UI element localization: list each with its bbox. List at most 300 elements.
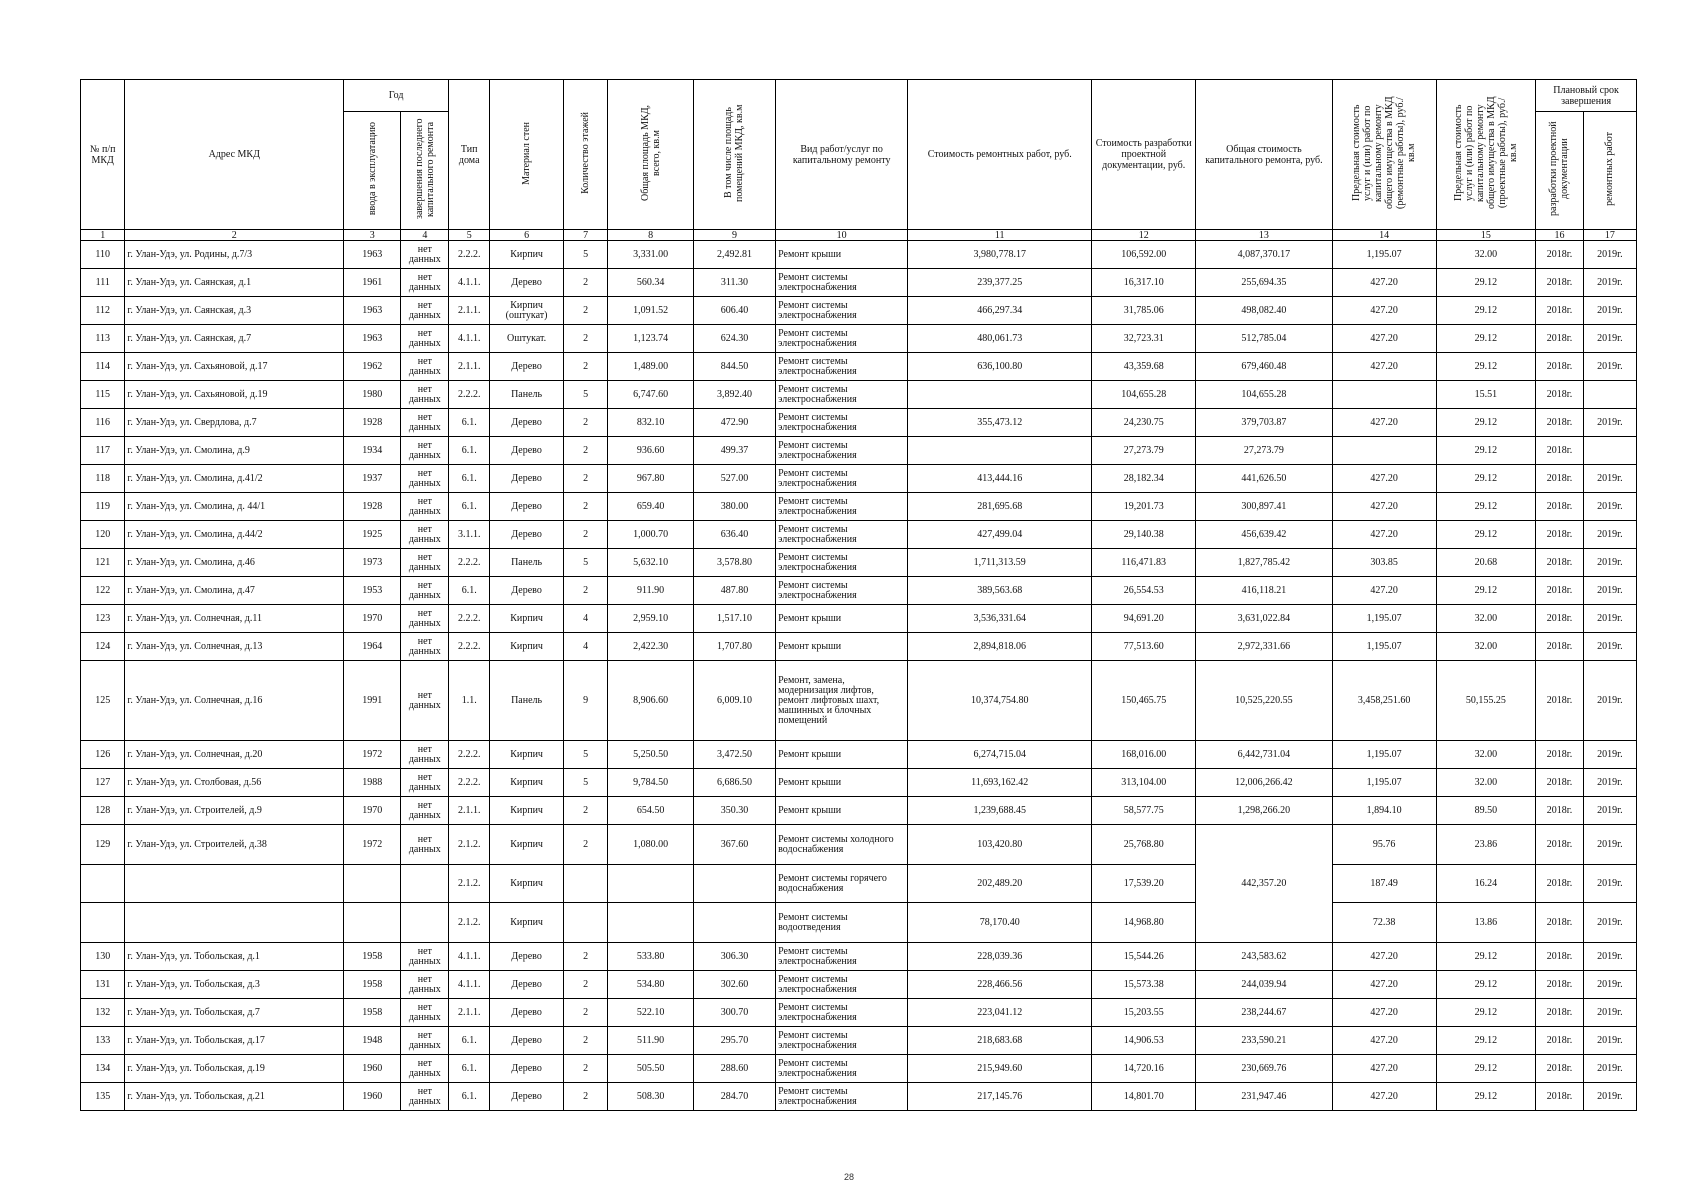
cell-repair-cost: 218,683.68 <box>908 1027 1092 1055</box>
cell-work-type: Ремонт крыши <box>776 769 908 797</box>
cell-house-type: 2.1.1. <box>449 999 490 1027</box>
cell-design-cost: 58,577.75 <box>1092 797 1196 825</box>
cell-repair-cost: 239,377.25 <box>908 269 1092 297</box>
cell-deadline-design: 2018г. <box>1536 1027 1584 1055</box>
cell-total-cost: 244,039.94 <box>1196 971 1332 999</box>
cell-num: 128 <box>81 797 125 825</box>
cell-limit-design: 32.00 <box>1436 769 1536 797</box>
cell-num: 130 <box>81 943 125 971</box>
cell-num: 120 <box>81 521 125 549</box>
cell-work-type: Ремонт системы электроснабжения <box>776 297 908 325</box>
cell-design-cost: 94,691.20 <box>1092 605 1196 633</box>
column-number: 6 <box>490 230 564 241</box>
cell-design-cost: 14,720.16 <box>1092 1055 1196 1083</box>
cell-total-area <box>608 865 694 903</box>
cell-deadline-repair <box>1583 437 1636 465</box>
cell-year-commission: 1970 <box>344 605 401 633</box>
header-deadline-repair <box>1583 112 1636 230</box>
cell-premises-area: 487.80 <box>693 577 775 605</box>
cell-deadline-design: 2018г. <box>1536 903 1584 943</box>
cell-deadline-repair: 2019г. <box>1583 661 1636 741</box>
cell-total-cost: 6,442,731.04 <box>1196 741 1332 769</box>
cell-work-type: Ремонт системы электроснабжения <box>776 577 908 605</box>
cell-num: 134 <box>81 1055 125 1083</box>
cell-year-commission: 1937 <box>344 465 401 493</box>
cell-year-last-repair: нет данных <box>401 269 449 297</box>
cell-wall-material: Оштукат. <box>490 325 564 353</box>
cell-deadline-design: 2018г. <box>1536 661 1584 741</box>
cell-year-last-repair: нет данных <box>401 769 449 797</box>
cell-work-type: Ремонт системы электроснабжения <box>776 493 908 521</box>
cell-wall-material: Панель <box>490 381 564 409</box>
cell-limit-design: 29.12 <box>1436 409 1536 437</box>
cell-premises-area: 527.00 <box>693 465 775 493</box>
cell-deadline-repair: 2019г. <box>1583 269 1636 297</box>
header-address: Адрес МКД <box>125 80 344 230</box>
cell-address: г. Улан-Удэ, ул. Смолина, д.9 <box>125 437 344 465</box>
cell-year-last-repair: нет данных <box>401 409 449 437</box>
table-row <box>81 605 1637 633</box>
cell-year-last-repair: нет данных <box>401 971 449 999</box>
cell-design-cost: 106,592.00 <box>1092 241 1196 269</box>
table-row <box>81 741 1637 769</box>
cell-design-cost: 16,317.10 <box>1092 269 1196 297</box>
cell-total-area: 1,000.70 <box>608 521 694 549</box>
cell-premises-area: 284.70 <box>693 1083 775 1111</box>
cell-num: 114 <box>81 353 125 381</box>
cell-premises-area: 499.37 <box>693 437 775 465</box>
table-row <box>81 971 1637 999</box>
table-row <box>81 241 1637 269</box>
cell-house-type: 6.1. <box>449 409 490 437</box>
cell-address: г. Улан-Удэ, ул. Тобольская, д.3 <box>125 971 344 999</box>
cell-limit-design: 29.12 <box>1436 943 1536 971</box>
cell-design-cost: 104,655.28 <box>1092 381 1196 409</box>
cell-deadline-design: 2018г. <box>1536 409 1584 437</box>
cell-total-cost: 255,694.35 <box>1196 269 1332 297</box>
header-year-group: Год <box>344 80 449 112</box>
cell-limit-repair: 427.20 <box>1332 1083 1436 1111</box>
cell-deadline-design: 2018г. <box>1536 1055 1584 1083</box>
cell-work-type: Ремонт системы горячего водоснабжения <box>776 865 908 903</box>
cell-limit-repair: 303.85 <box>1332 549 1436 577</box>
cell-year-commission: 1963 <box>344 325 401 353</box>
cell-num: 133 <box>81 1027 125 1055</box>
cell-year-last-repair: нет данных <box>401 1027 449 1055</box>
table-row <box>81 661 1637 741</box>
cell-limit-design: 13.86 <box>1436 903 1536 943</box>
header-deadline-design <box>1536 112 1584 230</box>
cell-repair-cost <box>908 437 1092 465</box>
cell-deadline-repair: 2019г. <box>1583 297 1636 325</box>
cell-work-type: Ремонт системы электроснабжения <box>776 465 908 493</box>
cell-num: 135 <box>81 1083 125 1111</box>
cell-deadline-repair: 2019г. <box>1583 241 1636 269</box>
cell-design-cost: 32,723.31 <box>1092 325 1196 353</box>
cell-year-commission: 1958 <box>344 999 401 1027</box>
cell-premises-area: 2,492.81 <box>693 241 775 269</box>
cell-limit-design: 32.00 <box>1436 741 1536 769</box>
cell-num <box>81 903 125 943</box>
table-row <box>81 381 1637 409</box>
cell-deadline-repair: 2019г. <box>1583 605 1636 633</box>
cell-wall-material: Дерево <box>490 493 564 521</box>
cell-work-type: Ремонт крыши <box>776 741 908 769</box>
column-number: 5 <box>449 230 490 241</box>
cell-total-cost: 238,244.67 <box>1196 999 1332 1027</box>
cell-total-area: 2,959.10 <box>608 605 694 633</box>
table-row <box>81 353 1637 381</box>
header-year-last-repair <box>401 112 449 230</box>
column-number: 17 <box>1583 230 1636 241</box>
cell-num: 123 <box>81 605 125 633</box>
cell-num: 111 <box>81 269 125 297</box>
cell-premises-area: 306.30 <box>693 943 775 971</box>
header-wall-material <box>490 80 564 230</box>
header-limit-design <box>1436 80 1536 230</box>
cell-repair-cost: 355,473.12 <box>908 409 1092 437</box>
cell-work-type: Ремонт системы электроснабжения <box>776 353 908 381</box>
cell-limit-repair <box>1332 437 1436 465</box>
cell-address: г. Улан-Удэ, ул. Солнечная, д.13 <box>125 633 344 661</box>
cell-deadline-design: 2018г. <box>1536 865 1584 903</box>
cell-year-last-repair: нет данных <box>401 605 449 633</box>
cell-year-last-repair: нет данных <box>401 521 449 549</box>
cell-total-cost: 679,460.48 <box>1196 353 1332 381</box>
cell-floors: 2 <box>563 577 607 605</box>
table-row <box>81 437 1637 465</box>
cell-deadline-repair: 2019г. <box>1583 769 1636 797</box>
cell-house-type: 6.1. <box>449 437 490 465</box>
cell-premises-area: 1,517.10 <box>693 605 775 633</box>
header-deadline-design-text: разработки проектной документации <box>1548 121 1571 217</box>
cell-floors: 2 <box>563 999 607 1027</box>
cell-year-commission: 1960 <box>344 1055 401 1083</box>
column-number: 4 <box>401 230 449 241</box>
cell-limit-design: 29.12 <box>1436 999 1536 1027</box>
table-row <box>81 493 1637 521</box>
cell-total-area: 832.10 <box>608 409 694 437</box>
header-num: № п/п МКД <box>81 80 125 230</box>
cell-num: 113 <box>81 325 125 353</box>
cell-deadline-design: 2018г. <box>1536 825 1584 865</box>
cell-deadline-repair <box>1583 381 1636 409</box>
cell-premises-area: 606.40 <box>693 297 775 325</box>
cell-year-commission: 1963 <box>344 241 401 269</box>
cell-year-commission: 1991 <box>344 661 401 741</box>
column-number-row <box>81 230 1637 241</box>
cell-total-cost: 442,357.20 <box>1196 825 1332 943</box>
cell-total-cost: 3,631,022.84 <box>1196 605 1332 633</box>
cell-address: г. Улан-Удэ, ул. Тобольская, д.19 <box>125 1055 344 1083</box>
cell-year-commission: 1972 <box>344 741 401 769</box>
cell-total-area <box>608 903 694 943</box>
cell-wall-material: Дерево <box>490 1055 564 1083</box>
cell-repair-cost: 103,420.80 <box>908 825 1092 865</box>
cell-design-cost: 168,016.00 <box>1092 741 1196 769</box>
cell-wall-material: Кирпич <box>490 903 564 943</box>
cell-limit-repair: 72.38 <box>1332 903 1436 943</box>
column-number: 12 <box>1092 230 1196 241</box>
cell-floors: 2 <box>563 1055 607 1083</box>
cell-year-commission: 1972 <box>344 825 401 865</box>
header-limit-repair <box>1332 80 1436 230</box>
cell-limit-design: 29.12 <box>1436 297 1536 325</box>
cell-house-type: 2.1.1. <box>449 797 490 825</box>
cell-repair-cost: 11,693,162.42 <box>908 769 1092 797</box>
cell-limit-repair: 1,195.07 <box>1332 741 1436 769</box>
cell-limit-repair: 427.20 <box>1332 493 1436 521</box>
cell-limit-repair: 427.20 <box>1332 577 1436 605</box>
cell-year-commission: 1980 <box>344 381 401 409</box>
cell-design-cost: 15,573.38 <box>1092 971 1196 999</box>
cell-floors: 2 <box>563 465 607 493</box>
cell-limit-repair: 427.20 <box>1332 297 1436 325</box>
cell-total-area: 936.60 <box>608 437 694 465</box>
cell-repair-cost: 202,489.20 <box>908 865 1092 903</box>
cell-deadline-design: 2018г. <box>1536 353 1584 381</box>
cell-deadline-repair: 2019г. <box>1583 943 1636 971</box>
table-row <box>81 297 1637 325</box>
cell-floors: 2 <box>563 437 607 465</box>
cell-limit-design: 32.00 <box>1436 633 1536 661</box>
cell-num: 119 <box>81 493 125 521</box>
cell-total-cost: 104,655.28 <box>1196 381 1332 409</box>
cell-deadline-repair: 2019г. <box>1583 903 1636 943</box>
cell-year-last-repair: нет данных <box>401 943 449 971</box>
cell-total-area: 3,331.00 <box>608 241 694 269</box>
cell-deadline-repair: 2019г. <box>1583 971 1636 999</box>
cell-house-type: 2.1.2. <box>449 903 490 943</box>
cell-repair-cost: 427,499.04 <box>908 521 1092 549</box>
cell-house-type: 6.1. <box>449 465 490 493</box>
cell-year-last-repair: нет данных <box>401 325 449 353</box>
cell-floors: 5 <box>563 241 607 269</box>
header-limit-design-text: Предельная стоимость услуг и (или) работ по капитальному ремонту общего имущества в МКД (проектные работы), руб./кв.м <box>1452 96 1519 210</box>
cell-limit-repair: 427.20 <box>1332 465 1436 493</box>
cell-year-commission: 1962 <box>344 353 401 381</box>
cell-limit-repair: 187.49 <box>1332 865 1436 903</box>
cell-house-type: 2.2.2. <box>449 605 490 633</box>
cell-limit-design: 29.12 <box>1436 493 1536 521</box>
cell-year-commission: 1963 <box>344 297 401 325</box>
cell-total-cost: 4,087,370.17 <box>1196 241 1332 269</box>
cell-premises-area: 350.30 <box>693 797 775 825</box>
cell-design-cost: 27,273.79 <box>1092 437 1196 465</box>
cell-deadline-repair: 2019г. <box>1583 1055 1636 1083</box>
cell-house-type: 6.1. <box>449 493 490 521</box>
cell-work-type: Ремонт системы электроснабжения <box>776 1055 908 1083</box>
cell-work-type: Ремонт системы электроснабжения <box>776 437 908 465</box>
cell-house-type: 3.1.1. <box>449 521 490 549</box>
cell-num: 126 <box>81 741 125 769</box>
cell-limit-design: 29.12 <box>1436 577 1536 605</box>
cell-year-last-repair: нет данных <box>401 797 449 825</box>
cell-floors: 2 <box>563 353 607 381</box>
cell-limit-design: 29.12 <box>1436 1083 1536 1111</box>
cell-year-last-repair: нет данных <box>401 1055 449 1083</box>
cell-house-type: 2.1.1. <box>449 297 490 325</box>
cell-year-commission: 1988 <box>344 769 401 797</box>
cell-repair-cost: 6,274,715.04 <box>908 741 1092 769</box>
cell-year-last-repair: нет данных <box>401 825 449 865</box>
cell-deadline-design: 2018г. <box>1536 769 1584 797</box>
cell-address: г. Улан-Удэ, ул. Смолина, д.41/2 <box>125 465 344 493</box>
cell-deadline-repair: 2019г. <box>1583 577 1636 605</box>
cell-work-type: Ремонт системы водоотведения <box>776 903 908 943</box>
cell-premises-area: 367.60 <box>693 825 775 865</box>
cell-limit-design: 89.50 <box>1436 797 1536 825</box>
table-row <box>81 797 1637 825</box>
cell-total-cost: 243,583.62 <box>1196 943 1332 971</box>
cell-total-cost: 512,785.04 <box>1196 325 1332 353</box>
cell-premises-area: 288.60 <box>693 1055 775 1083</box>
cell-premises-area: 300.70 <box>693 999 775 1027</box>
cell-total-area: 659.40 <box>608 493 694 521</box>
cell-year-last-repair: нет данных <box>401 661 449 741</box>
cell-wall-material: Кирпич <box>490 865 564 903</box>
cell-work-type: Ремонт системы электроснабжения <box>776 971 908 999</box>
cell-limit-repair: 427.20 <box>1332 353 1436 381</box>
cell-house-type: 1.1. <box>449 661 490 741</box>
cell-deadline-repair: 2019г. <box>1583 549 1636 577</box>
cell-deadline-repair: 2019г. <box>1583 865 1636 903</box>
cell-address: г. Улан-Удэ, ул. Солнечная, д.11 <box>125 605 344 633</box>
cell-floors: 2 <box>563 493 607 521</box>
cell-num: 125 <box>81 661 125 741</box>
cell-work-type: Ремонт крыши <box>776 797 908 825</box>
cell-year-last-repair: нет данных <box>401 741 449 769</box>
cell-work-type: Ремонт системы электроснабжения <box>776 409 908 437</box>
cell-num: 115 <box>81 381 125 409</box>
cell-limit-design: 32.00 <box>1436 241 1536 269</box>
cell-floors: 5 <box>563 381 607 409</box>
cell-deadline-repair: 2019г. <box>1583 825 1636 865</box>
cell-wall-material: Дерево <box>490 943 564 971</box>
cell-house-type: 2.1.2. <box>449 865 490 903</box>
cell-year-commission: 1925 <box>344 521 401 549</box>
cell-deadline-design: 2018г. <box>1536 465 1584 493</box>
table-row <box>81 521 1637 549</box>
cell-floors: 2 <box>563 521 607 549</box>
cell-address: г. Улан-Удэ, ул. Смолина, д.44/2 <box>125 521 344 549</box>
cell-address: г. Улан-Удэ, ул. Саянская, д.7 <box>125 325 344 353</box>
cell-address: г. Улан-Удэ, ул. Солнечная, д.16 <box>125 661 344 741</box>
cell-floors: 2 <box>563 943 607 971</box>
cell-floors: 5 <box>563 769 607 797</box>
cell-year-last-repair <box>401 865 449 903</box>
cell-year-commission <box>344 903 401 943</box>
cell-wall-material: Кирпич <box>490 769 564 797</box>
cell-total-area: 1,091.52 <box>608 297 694 325</box>
cell-floors: 5 <box>563 549 607 577</box>
cell-year-commission: 1928 <box>344 493 401 521</box>
header-total-cost: Общая стоимость капитального ремонта, руб. <box>1196 80 1332 230</box>
cell-floors: 2 <box>563 325 607 353</box>
cell-floors: 4 <box>563 633 607 661</box>
cell-premises-area: 1,707.80 <box>693 633 775 661</box>
cell-year-commission: 1960 <box>344 1083 401 1111</box>
cell-floors: 2 <box>563 825 607 865</box>
cell-limit-design: 29.12 <box>1436 971 1536 999</box>
cell-deadline-repair: 2019г. <box>1583 465 1636 493</box>
column-number: 13 <box>1196 230 1332 241</box>
cell-house-type: 2.1.1. <box>449 353 490 381</box>
cell-floors: 2 <box>563 269 607 297</box>
cell-floors: 2 <box>563 409 607 437</box>
cell-house-type: 2.2.2. <box>449 381 490 409</box>
cell-total-cost: 27,273.79 <box>1196 437 1332 465</box>
cell-total-cost: 230,669.76 <box>1196 1055 1332 1083</box>
table-row <box>81 269 1637 297</box>
cell-total-area: 5,250.50 <box>608 741 694 769</box>
cell-deadline-design: 2018г. <box>1536 325 1584 353</box>
cell-limit-design: 29.12 <box>1436 521 1536 549</box>
cell-wall-material: Дерево <box>490 577 564 605</box>
cell-wall-material: Панель <box>490 661 564 741</box>
cell-design-cost: 25,768.80 <box>1092 825 1196 865</box>
table-body-group-129 <box>81 825 1637 943</box>
cell-address: г. Улан-Удэ, ул. Тобольская, д.21 <box>125 1083 344 1111</box>
cell-num: 131 <box>81 971 125 999</box>
cell-floors <box>563 865 607 903</box>
column-number: 11 <box>908 230 1092 241</box>
cell-wall-material: Кирпич <box>490 825 564 865</box>
cell-address: г. Улан-Удэ, ул. Смолина, д. 44/1 <box>125 493 344 521</box>
cell-premises-area: 295.70 <box>693 1027 775 1055</box>
cell-house-type: 4.1.1. <box>449 943 490 971</box>
cell-limit-design: 29.12 <box>1436 269 1536 297</box>
cell-work-type: Ремонт системы электроснабжения <box>776 269 908 297</box>
cell-deadline-design: 2018г. <box>1536 633 1584 661</box>
cell-address: г. Улан-Удэ, ул. Солнечная, д.20 <box>125 741 344 769</box>
table-body-tail <box>81 943 1637 1111</box>
cell-year-commission: 1961 <box>344 269 401 297</box>
cell-total-area: 6,747.60 <box>608 381 694 409</box>
cell-floors: 2 <box>563 971 607 999</box>
cell-house-type: 6.1. <box>449 1027 490 1055</box>
cell-deadline-repair: 2019г. <box>1583 325 1636 353</box>
cell-total-area: 654.50 <box>608 797 694 825</box>
cell-limit-design: 50,155.25 <box>1436 661 1536 741</box>
cell-limit-repair: 1,195.07 <box>1332 241 1436 269</box>
cell-limit-repair <box>1332 381 1436 409</box>
cell-repair-cost: 228,466.56 <box>908 971 1092 999</box>
cell-year-last-repair: нет данных <box>401 465 449 493</box>
cell-premises-area: 3,892.40 <box>693 381 775 409</box>
header-design-cost: Стоимость разработки проектной документации, руб. <box>1092 80 1196 230</box>
cell-design-cost: 28,182.34 <box>1092 465 1196 493</box>
cell-deadline-repair: 2019г. <box>1583 1027 1636 1055</box>
cell-deadline-repair: 2019г. <box>1583 999 1636 1027</box>
cell-wall-material: Кирпич <box>490 741 564 769</box>
cell-repair-cost: 78,170.40 <box>908 903 1092 943</box>
column-number: 8 <box>608 230 694 241</box>
cell-deadline-design: 2018г. <box>1536 999 1584 1027</box>
cell-deadline-design: 2018г. <box>1536 797 1584 825</box>
cell-premises-area: 636.40 <box>693 521 775 549</box>
cell-deadline-design: 2018г. <box>1536 971 1584 999</box>
cell-total-area: 533.80 <box>608 943 694 971</box>
header-premises-area-text: В том числе площадь помещений МКД, кв.м <box>723 104 746 202</box>
table-row <box>81 549 1637 577</box>
cell-year-last-repair: нет данных <box>401 381 449 409</box>
cell-year-commission <box>344 865 401 903</box>
cell-house-type: 2.1.2. <box>449 825 490 865</box>
cell-total-cost: 233,590.21 <box>1196 1027 1332 1055</box>
table-row <box>81 577 1637 605</box>
cell-repair-cost: 466,297.34 <box>908 297 1092 325</box>
